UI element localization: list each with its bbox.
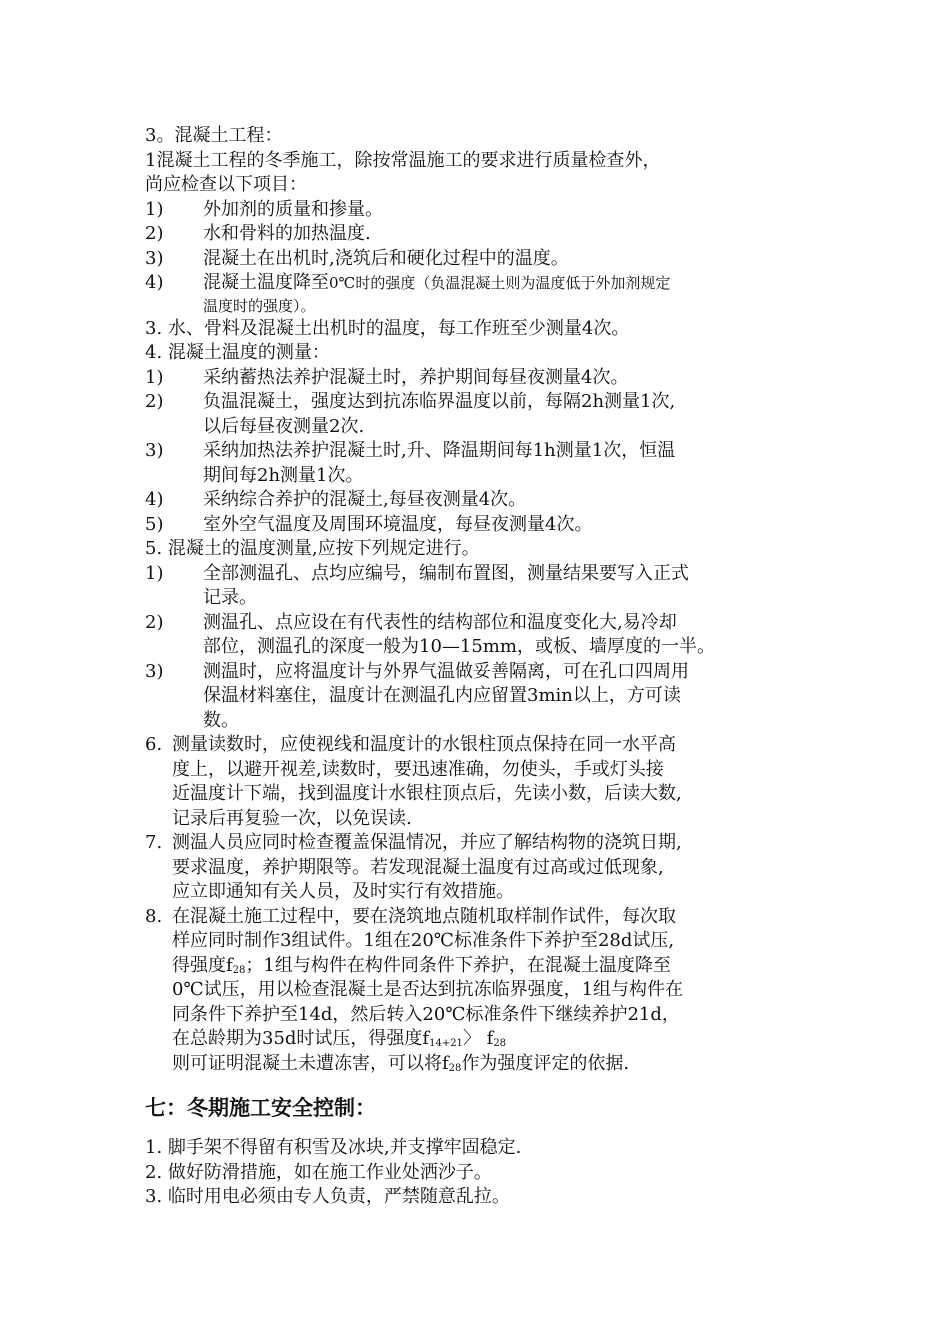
list-text: 全部测温孔、点均应编号，编制布置图，测量结果要写入正式 [203,562,689,584]
paragraph-text: 0℃试压，用以检查混凝土是否达到抗冻临界强度，1组与构件在 [172,979,684,1000]
list-text: 部位，测温孔的深度一般为10—15mm，或板、墙厚度的一半。 [203,636,715,657]
document-body [145,124,825,1210]
list-text: 采纳蓄热法养护混凝土时，养护期间每昼夜测量4次。 [203,366,629,388]
list-number: 3) [145,660,164,682]
list-item [145,271,825,296]
list-text: 外加剂的质量和掺量。 [203,198,383,220]
list-text: 测温时，应将温度计与外界气温做妥善隔离，可在孔口四周用 [203,660,689,682]
paragraph-line [145,1052,825,1077]
paragraph-text: 要求温度，养护期限等。若发现混凝土温度有过高或过低现象, [172,856,664,878]
paragraph-text: 〉 f [462,1028,494,1049]
paragraph-line [145,1027,825,1052]
list-item [145,439,825,464]
list-item [145,390,825,415]
numbered-paragraph [145,831,825,856]
list-item [145,247,825,272]
paragraph-text: 记录后再复验一次，以免误读. [172,807,412,829]
list-text: 保温材料塞住，温度计在测温孔内应留置3min以上，方可读 [203,685,681,706]
list-item [145,488,825,513]
list-number: 3) [145,247,164,269]
paragraph-text: 应立即通知有关人员，及时实行有效措施。 [172,881,514,902]
paragraph-text: 测温人员应同时检查覆盖保温情况，并应了解结构物的浇筑日期, [172,832,682,853]
list-item [145,562,825,587]
paragraph-text: 则可证明混凝土未遭冻害，可以将f [172,1052,449,1074]
paragraph-text: 测量读数时，应使视线和温度计的水银柱顶点保持在同一水平高 [172,734,676,755]
paragraph-text: 作为强度评定的依据. [461,1052,630,1074]
list-text: 以后每昼夜测量2次. [203,415,365,437]
list-text: 记录。 [203,587,257,608]
paragraph-number: 6. [145,734,163,755]
section-title: 5. 混凝土的温度测量,应按下列规定进行。 [145,538,480,559]
subscript: 28 [448,1062,462,1074]
paragraph-text: 得强度f [172,954,233,976]
list-item: 2. 做好防滑措施，如在施工作业处洒沙子。 [145,1161,492,1183]
list-text: 混凝土在出机时,浇筑后和硬化过程中的温度。 [203,247,569,269]
subscript: 28 [232,964,246,976]
list-item [145,513,825,538]
list-text: 期间每2h测量1次。 [203,464,364,486]
paragraph-line: 1混凝土工程的冬季施工，除按常温施工的要求进行质量检查外， [145,149,661,171]
paragraph-text: 在总龄期为35d时试压，得强度f [172,1028,430,1049]
list-text: 采纳加热法养护混凝土时,升、降温期间每1h测量1次，恒温 [203,440,676,461]
numbered-paragraph [145,733,825,758]
subscript: 14+21 [429,1038,463,1049]
numbered-paragraph [145,905,825,930]
list-item: 3. 临时用电必须由专人负责，严禁随意乱拉。 [145,1186,510,1207]
list-number: 1) [145,198,164,220]
section-title: 4. 混凝土温度的测量： [145,342,330,363]
list-number: 5) [145,513,164,535]
paragraph-text: ；1组与构件在构件同条件下养护，在混凝土温度降至 [245,954,671,976]
paragraph-text: 同条件下养护至14d，然后转入20℃标准条件下继续养护21d， [172,1003,680,1025]
section-heading: 七：冬期施工安全控制： [145,1096,376,1120]
list-item [145,660,825,685]
paragraph-text: 样应同时制作3组试件。1组在20℃标准条件下养护至28d试压, [172,930,675,951]
list-number: 4) [145,489,164,510]
list-text: 水和骨料的加热温度. [203,223,371,244]
paragraph-line: 3. 水、骨料及混凝土出机时的温度，每工作班至少测量4次。 [145,317,630,339]
list-number: 2) [145,223,164,244]
list-number: 2) [145,611,164,633]
list-text-small: 0℃时的强度（负温混凝土则为温度低于外加剂规定 [329,274,671,292]
section-title: 3。混凝土工程： [145,125,283,146]
list-text: 混凝土温度降至 [203,272,329,293]
list-item [145,366,825,391]
list-item [145,222,825,247]
list-item: 1. 脚手架不得留有积雪及冰块,并支撑牢固稳定. [145,1137,522,1158]
paragraph-number: 7. [145,832,163,853]
paragraph-line [145,954,825,979]
paragraph-text: 近温度计下端，找到温度计水银柱顶点后，先读小数，后读大数, [172,783,682,804]
list-text-small: 温度时的强度）。 [203,296,316,315]
list-number: 1) [145,562,164,584]
paragraph-line: 尚应检查以下项目： [145,174,307,195]
list-number: 2) [145,391,164,412]
list-text: 室外空气温度及周围环境温度，每昼夜测量4次。 [203,513,593,535]
paragraph-text: 度上，以避开视差,读数时，要迅速准确，勿使头，手或灯头接 [172,758,664,780]
list-text: 测温孔、点应设在有代表性的结构部位和温度变化大,易冷却 [203,611,677,633]
list-text: 负温混凝土，强度达到抗冻临界温度以前，每隔2h测量1次, [203,391,676,412]
list-number: 3) [145,440,164,461]
list-number: 4) [145,272,164,293]
paragraph-number: 8. [145,905,163,927]
list-text: 数。 [203,709,239,731]
subscript: 28 [493,1038,507,1049]
paragraph-text: 在混凝土施工过程中，要在浇筑地点随机取样制作试件，每次取 [172,905,676,927]
list-item [145,198,825,223]
list-item [145,611,825,636]
list-text: 采纳综合养护的混凝土,每昼夜测量4次。 [203,489,527,510]
list-number: 1) [145,366,164,388]
